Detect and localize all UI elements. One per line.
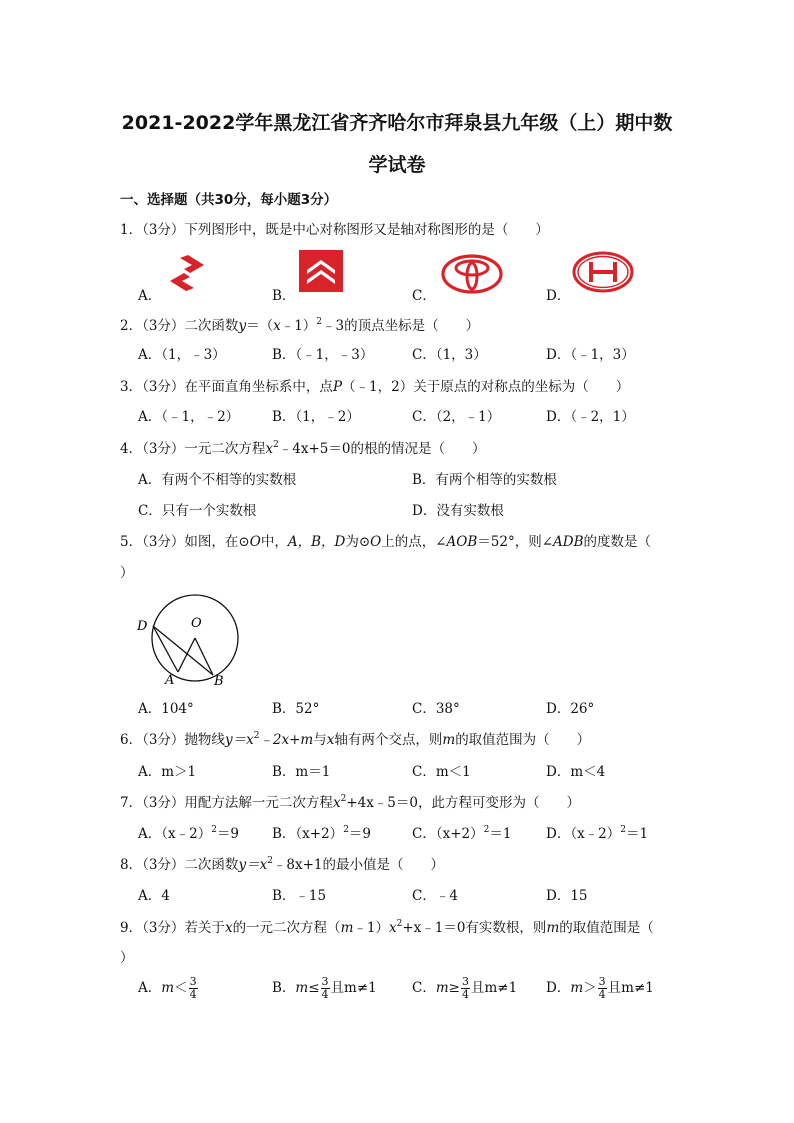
q6-option-d: D．m＜4 [546, 764, 606, 780]
q6-option-c: C．m＜1 [412, 764, 471, 780]
q4-option-c: C．只有一个实数根 [138, 503, 257, 519]
q8-option-c: C．﹣4 [412, 888, 458, 904]
q9-option-b: B．m≤ $\frac{3}{4}$ 且m≠1 [272, 975, 377, 1001]
q6-stem: 6．（3分）抛物线$y=x^2﹣2x+m$与x轴有两个交点，则m的取值范围为（ ） [120, 731, 591, 748]
q4-option-b: B．有两个相等的实数根 [412, 472, 557, 488]
doc-title-line1: 2021-2022学年黑龙江省齐齐哈尔市拜泉县九年级（上）期中数 [121, 112, 673, 134]
q8-stem: 8．（3分）二次函数$y=x^2﹣8x+1$的最小值是（ ） [120, 856, 445, 873]
q3-option-b: B．（1，﹣2） [272, 409, 360, 425]
q2-option-a: A．（1，﹣3） [138, 347, 226, 363]
point-label-b: B [214, 674, 224, 686]
q3-option-a: A．（﹣1，﹣2） [138, 409, 240, 425]
q5-option-b: B．52° [272, 701, 320, 717]
q7-option-d: D．（x﹣2）$^2$＝1 [546, 825, 649, 842]
point-label-d: D [137, 619, 148, 634]
q9-option-d: D．m＞ $\frac{3}{4}$ 且m≠1 [546, 975, 654, 1001]
point-label-a: A [165, 673, 175, 686]
q7-stem: 7．（3分）用配方法解一元二次方程$x^2+4x﹣5=0$，此方程可变形为（ ） [120, 794, 580, 811]
q3-option-d: D．（﹣2，1） [546, 409, 635, 425]
honda-logo-icon [572, 251, 634, 293]
q1-stem: 1．（3分）下列图形中，既是中心对称图形又是轴对称图形的是（ ） [120, 222, 549, 238]
q8-option-a: A．4 [138, 888, 170, 904]
q5-option-c: C．38° [412, 701, 460, 717]
toyota-logo-icon [441, 254, 503, 294]
q5-stem: 5．（3分）如图，在⊙O中，A，B，D为⊙O上的点，∠AOB＝52°，则∠ADB的度数是（ [120, 534, 652, 550]
q3-option-c: C．（2，﹣1） [412, 409, 501, 425]
q2-option-d: D．（﹣1，3） [546, 347, 635, 363]
q7-option-a: A．（x﹣2）$^2$＝9 [138, 825, 240, 842]
q4-stem: 4．（3分）一元二次方程$x^2﹣4x+5=0$的根的情况是（ ） [120, 440, 486, 457]
point-label-o: O [191, 616, 202, 631]
citroen-logo-icon [299, 250, 343, 292]
q2-option-b: B．（﹣1，﹣3） [272, 347, 374, 363]
q2-stem: 2．（3分）二次函数y＝（x﹣1）$^2$﹣3的顶点坐标是（ ） [120, 317, 480, 334]
q1-option-d-label: D． [546, 288, 571, 304]
q7-option-b: B．$(x+2)^2=9$ [272, 825, 372, 842]
q5-stem-close: ） [120, 565, 134, 581]
suzuki-logo-icon [166, 253, 208, 293]
q7-option-c: C．$(x+2)^2=1$ [412, 825, 512, 842]
q6-option-a: A．m＞1 [138, 764, 197, 780]
q6-option-b: B．m＝1 [272, 764, 331, 780]
q9-stem-close: ） [120, 950, 134, 966]
q5-circle-figure [134, 590, 244, 686]
q5-option-d: D．26° [546, 701, 595, 717]
section-heading: 一、选择题（共30分，每小题3分） [120, 192, 338, 208]
q4-option-d: D．没有实数根 [412, 503, 504, 519]
q1-option-a-label: A． [138, 288, 162, 304]
q2-option-c: C．（1，3） [412, 347, 487, 363]
q4-option-a: A．有两个不相等的实数根 [138, 472, 297, 488]
q3-stem: 3．（3分）在平面直角坐标系中，点P（﹣1，2）关于原点的对称点的坐标为（ ） [120, 379, 630, 395]
q8-option-d: D．15 [546, 888, 588, 904]
q5-option-a: A．104° [138, 701, 194, 717]
q9-stem: 9．（3分）若关于x的一元二次方程$(m﹣1)x^2+x﹣1=0$有实数根，则m的取值范围是（ [120, 919, 654, 936]
q1-option-c-label: C． [412, 288, 436, 304]
q9-option-a: A．m＜ $\frac{3}{4}$ [138, 975, 197, 1001]
q9-option-c: C．m≥ $\frac{3}{4}$ 且m≠1 [412, 975, 518, 1001]
doc-title-line2: 学试卷 [368, 154, 426, 176]
q8-option-b: B．﹣15 [272, 888, 327, 904]
q1-option-b-label: B． [272, 288, 296, 304]
